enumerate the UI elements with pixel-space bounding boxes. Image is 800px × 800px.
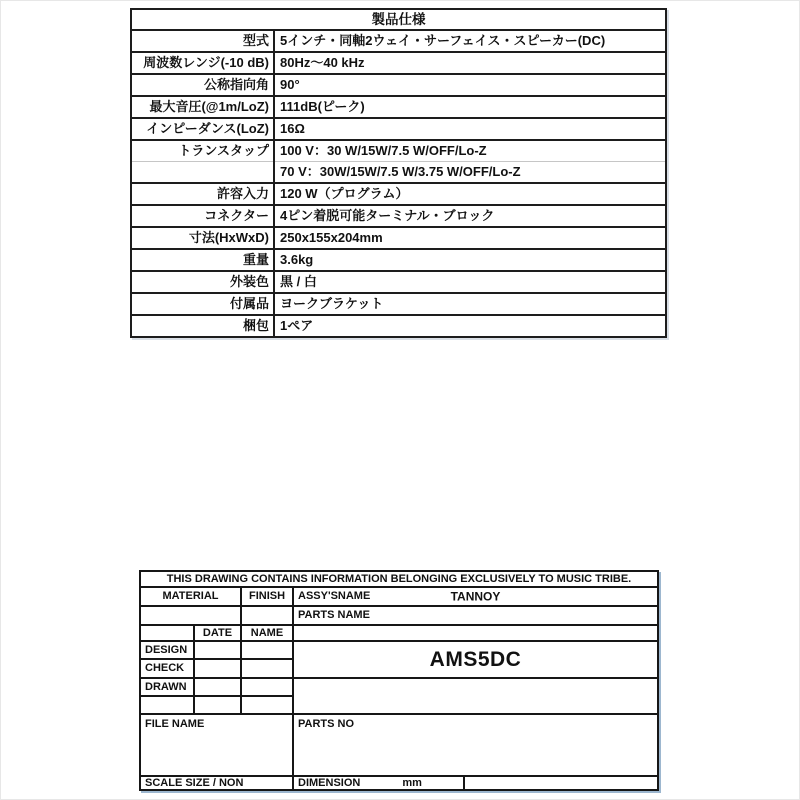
empty-cell bbox=[241, 696, 293, 714]
drawn-name-cell bbox=[241, 678, 293, 696]
design-date-cell bbox=[194, 641, 241, 659]
check-label: CHECK bbox=[140, 659, 194, 678]
dimension-cell bbox=[293, 776, 464, 790]
spec-value: 80Hz～40 kHz bbox=[274, 52, 666, 74]
finish-label: FINISH bbox=[241, 587, 293, 606]
empty-cell bbox=[140, 696, 194, 714]
date-label: DATE bbox=[194, 625, 241, 641]
spec-header-row bbox=[131, 9, 666, 30]
brand-name: TANNOY bbox=[450, 588, 501, 603]
spec-label: 寸法(HxWxD) bbox=[131, 227, 274, 249]
assy-name-cell bbox=[293, 587, 658, 606]
spec-label: 許容入力 bbox=[131, 183, 274, 205]
product-spec-table bbox=[130, 8, 667, 338]
spec-value: 黒 / 白 bbox=[274, 271, 666, 293]
spec-row bbox=[131, 162, 666, 184]
spec-value: 1ペア bbox=[274, 315, 666, 337]
spec-value: 111dB(ピーク) bbox=[274, 96, 666, 118]
design-row bbox=[140, 641, 658, 659]
spec-row bbox=[131, 205, 666, 227]
spec-label: 型式 bbox=[131, 30, 274, 52]
spec-label: 周波数レンジ(-10 dB) bbox=[131, 52, 274, 74]
empty-cell bbox=[293, 625, 658, 641]
design-label: DESIGN bbox=[140, 641, 194, 659]
confidentiality-notice: THIS DRAWING CONTAINS INFORMATION BELONGING EXCLUSIVELY TO MUSIC TRIBE. bbox=[140, 571, 658, 587]
model-number: AMS5DC bbox=[293, 641, 658, 678]
dimension-unit: mm bbox=[402, 777, 422, 789]
dimension-label: DIMENSION bbox=[298, 777, 361, 789]
drawn-row bbox=[140, 678, 658, 696]
spec-row bbox=[131, 249, 666, 271]
spec-label: トランスタップ bbox=[131, 140, 274, 162]
assy-name-label: ASSY'SNAME bbox=[298, 590, 371, 603]
name-label: NAME bbox=[241, 625, 293, 641]
spec-value: 3.6kg bbox=[274, 249, 666, 271]
spec-value: 100 V：30 W/15W/7.5 W/OFF/Lo-Z bbox=[274, 140, 666, 162]
spec-value: 90° bbox=[274, 74, 666, 96]
spec-label: 重量 bbox=[131, 249, 274, 271]
spec-value: 250x155x204mm bbox=[274, 227, 666, 249]
spec-label: インピーダンス(LoZ) bbox=[131, 118, 274, 140]
spec-value: ヨークブラケット bbox=[274, 293, 666, 315]
spec-value: 4ピン着脱可能ターミナル・ブロック bbox=[274, 205, 666, 227]
spec-label: 外装色 bbox=[131, 271, 274, 293]
spec-label: 付属品 bbox=[131, 293, 274, 315]
scale-label: SCALE SIZE / NON bbox=[140, 776, 293, 790]
file-name-label: FILE NAME bbox=[140, 714, 293, 776]
parts-no-label: PARTS NO bbox=[293, 714, 658, 776]
empty-cell bbox=[140, 625, 194, 641]
spec-row bbox=[131, 183, 666, 205]
spec-value: 70 V：30W/15W/7.5 W/3.75 W/OFF/Lo-Z bbox=[274, 162, 666, 184]
material-value-cell bbox=[140, 606, 241, 625]
spec-row bbox=[131, 271, 666, 293]
parts-name-label: PARTS NAME bbox=[293, 606, 658, 625]
spec-table-title: 製品仕様 bbox=[131, 9, 666, 30]
spec-row bbox=[131, 52, 666, 74]
spec-row bbox=[131, 140, 666, 162]
design-name-cell bbox=[241, 641, 293, 659]
drawing-title-block bbox=[139, 570, 659, 791]
spec-value: 120 W（プログラム） bbox=[274, 183, 666, 205]
material-finish-row bbox=[140, 587, 658, 606]
spec-row bbox=[131, 293, 666, 315]
spec-row bbox=[131, 96, 666, 118]
spec-label: 最大音圧(@1m/LoZ) bbox=[131, 96, 274, 118]
spec-label bbox=[131, 162, 274, 184]
empty-cell bbox=[194, 696, 241, 714]
notice-row bbox=[140, 571, 658, 587]
date-name-header-row bbox=[140, 625, 658, 641]
check-date-cell bbox=[194, 659, 241, 678]
spec-value: 5インチ・同軸2ウェイ・サーフェイス・スピーカー(DC) bbox=[274, 30, 666, 52]
spec-row bbox=[131, 30, 666, 52]
spec-row bbox=[131, 315, 666, 337]
spec-label: コネクター bbox=[131, 205, 274, 227]
scale-dimension-row bbox=[140, 776, 658, 790]
file-parts-row bbox=[140, 714, 658, 776]
spec-label: 梱包 bbox=[131, 315, 274, 337]
check-name-cell bbox=[241, 659, 293, 678]
spec-row bbox=[131, 118, 666, 140]
finish-value-cell bbox=[241, 606, 293, 625]
empty-cell bbox=[293, 678, 658, 714]
spec-row bbox=[131, 227, 666, 249]
spec-label: 公称指向角 bbox=[131, 74, 274, 96]
spec-value: 16Ω bbox=[274, 118, 666, 140]
drawn-date-cell bbox=[194, 678, 241, 696]
empty-cell bbox=[464, 776, 658, 790]
parts-name-row bbox=[140, 606, 658, 625]
material-label: MATERIAL bbox=[140, 587, 241, 606]
drawn-label: DRAWN bbox=[140, 678, 194, 696]
spec-row bbox=[131, 74, 666, 96]
